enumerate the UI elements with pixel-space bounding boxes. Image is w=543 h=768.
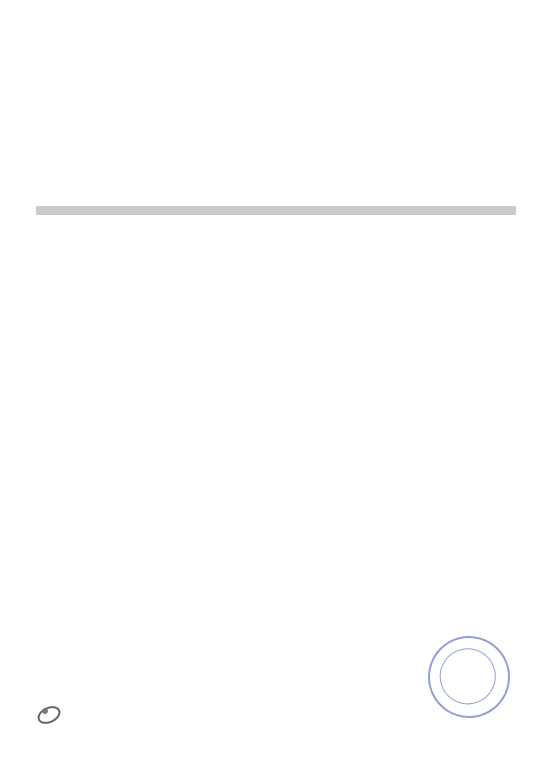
school-seal bbox=[417, 625, 520, 728]
section-band bbox=[36, 206, 516, 215]
eokul-swirl-icon bbox=[36, 700, 62, 726]
eokul-logo bbox=[36, 700, 62, 731]
